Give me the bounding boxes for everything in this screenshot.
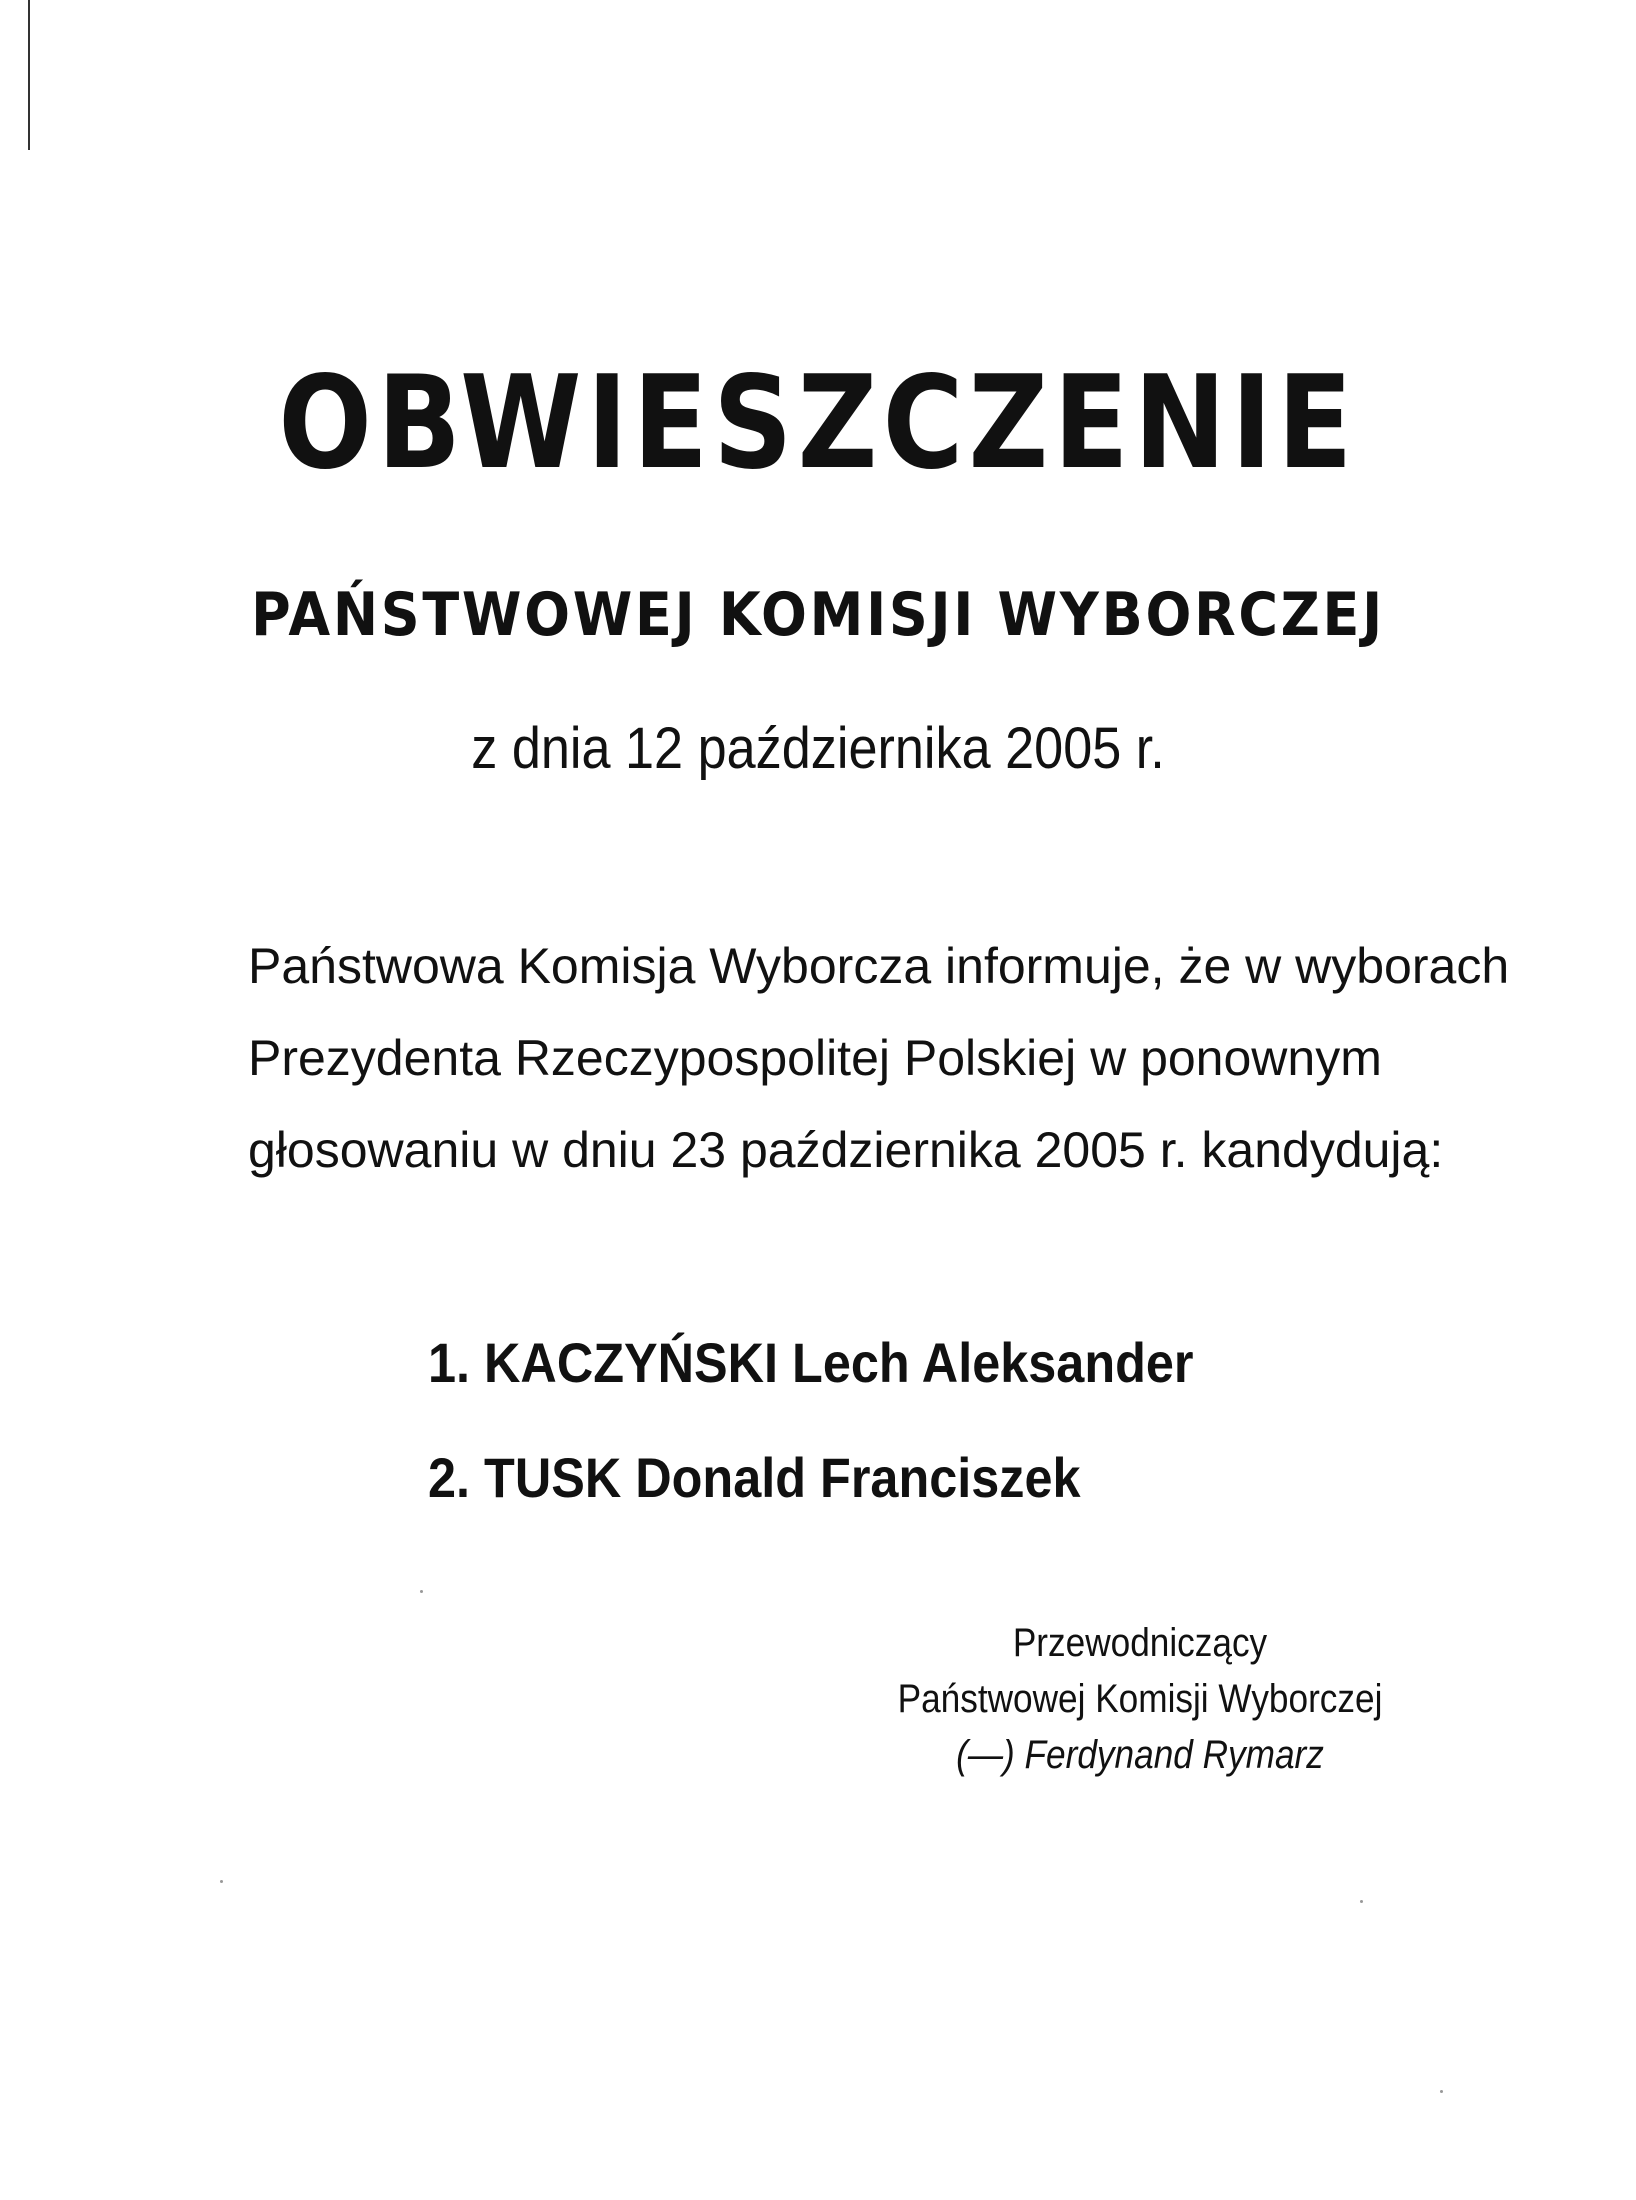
candidate-item: 1. KACZYŃSKI Lech Aleksander — [428, 1331, 1194, 1394]
scan-dust — [220, 1880, 223, 1883]
signature-block — [876, 1615, 1404, 1783]
candidate-item: 2. TUSK Donald Franciszek — [428, 1446, 1081, 1509]
scan-artifact-line — [28, 0, 30, 150]
announcement-body — [248, 920, 1510, 1196]
document-subtitle: PAŃSTWOWEJ KOMISJI WYBORCZEJ — [251, 580, 1385, 650]
body-line: Państwowa Komisja Wyborcza informuje, że w wyborach — [248, 938, 1510, 994]
document-date: z dnia 12 października 2005 r. — [471, 716, 1165, 781]
signature-role: Przewodniczący — [1012, 1621, 1268, 1665]
document-title: OBWIESZCZENIE — [278, 349, 1358, 498]
candidate-list — [428, 1305, 1194, 1535]
scan-dust — [1440, 2090, 1443, 2093]
scan-dust — [420, 1590, 423, 1593]
body-line: Prezydenta Rzeczypospolitej Polskiej w ponownym — [248, 1030, 1382, 1086]
signature-institution: Państwowej Komisji Wyborczej — [897, 1677, 1383, 1721]
scan-dust — [1360, 1900, 1363, 1903]
body-line: głosowaniu w dniu 23 października 2005 r. kandydują: — [248, 1122, 1444, 1178]
signature-name: (—) Ferdynand Rymarz — [956, 1733, 1324, 1777]
